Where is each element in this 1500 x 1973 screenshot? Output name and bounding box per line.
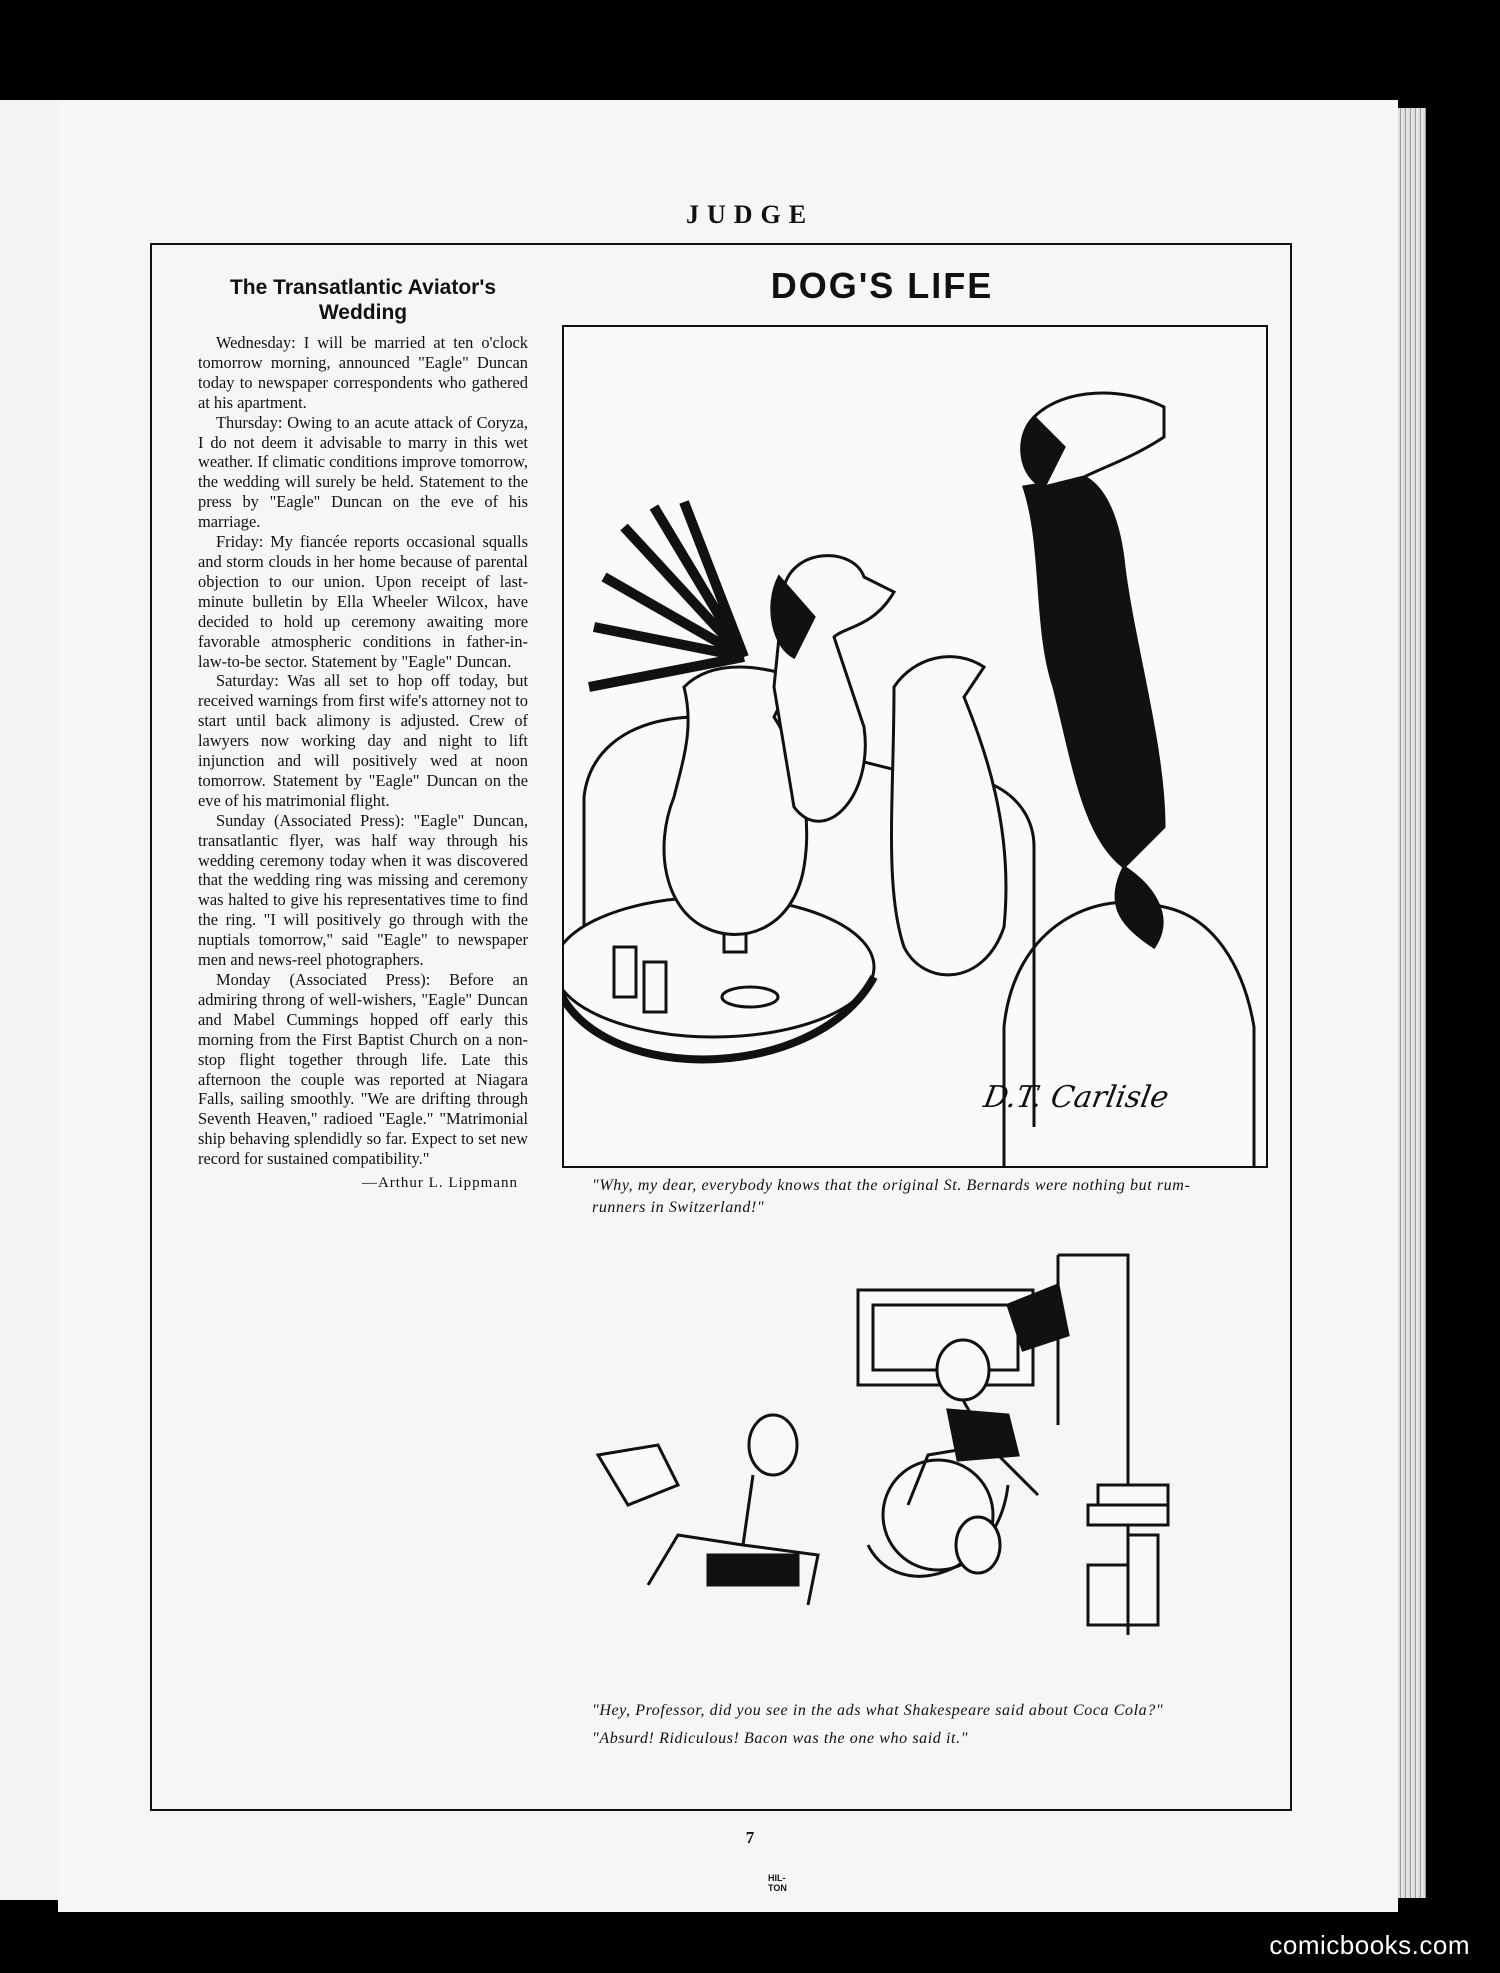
book-stack (1098, 1485, 1168, 1505)
page-number: 7 (745, 1828, 755, 1847)
caption-line-question: "Hey, Professor, did you see in the ads what Shakespeare said about Coca Cola?" (592, 1702, 1164, 1719)
professor-head (937, 1340, 989, 1400)
wastebasket (1088, 1565, 1128, 1625)
running-head: JUDGE (685, 200, 815, 229)
book-stack (1088, 1505, 1168, 1525)
st-bernard-body (1024, 477, 1164, 867)
caption-line-answer: "Absurd! Ridiculous! Bacon was the one who said it." (592, 1730, 969, 1747)
article-paragraph-wednesday: Wednesday: I will be married at ten o'clock tomorrow morning, announced "Eagle" Duncan today to newspaper correspondents who gathered at his apartment. (198, 333, 528, 412)
glass (644, 962, 666, 1012)
professor-cartoon-panel (568, 1245, 1428, 1645)
article-paragraph-thursday: Thursday: Owing to an acute attack of Coryza, I do not deem it advisable to marry in this wet weather. If climatic conditions improve tomorrow, the wedding will surely be held. Statement to the press by "Eagle" Duncan on the eve of his marriage. (198, 412, 528, 532)
article-paragraph-friday: Friday: My fiancée reports occasional squalls and storm clouds in her home because of parental objection to our union. Upon receipt of last-minute bulletin by Ella Wheeler Wilcox, have decided to hold up ceremony awaiting more favorable atmospheric conditions in father-in-law-to-be sector. Statement by "Eagle" Duncan. (198, 532, 528, 671)
st-bernard-tail (1116, 867, 1162, 947)
article-title: The Transatlantic Aviator's Wedding (229, 276, 497, 324)
book-stack (1128, 1535, 1158, 1625)
glass (614, 947, 636, 997)
shakespeare-bust (956, 1517, 1000, 1573)
palm-fronds (589, 502, 744, 687)
dogs-illustration (564, 327, 1266, 1166)
dogs-cartoon-panel (562, 325, 1268, 1168)
site-watermark: comicbooks.com (1269, 1930, 1470, 1960)
professor-coat (948, 1410, 1018, 1460)
article-column (198, 275, 528, 1192)
article-byline: —Arthur L. Lippmann (361, 1175, 518, 1192)
artist-signature: D.T. Carlisle (980, 1080, 1172, 1115)
article-paragraph-saturday: Saturday: Was all set to hop off today, but received warnings from first wife's attorney not to start until back alimony is adjusted. Crew of lawyers now working day and night to lift injunction and will positively wed at noon tomorrow. Statement by "Eagle" Duncan on the eve of his matrimonial flight. (198, 671, 528, 810)
article-paragraph-sunday: Sunday (Associated Press): "Eagle" Duncan, transatlantic flyer, was half way through his wedding ceremony today when it was discovered that the wedding ring was missing and ceremony was halted to give his representatives time to find the ring. "I will positively go through with the nuptials tomorrow," said "Eagle" to newspaper men and news-reel photographers. (198, 810, 528, 970)
cartoon1-caption: "Why, my dear, everybody knows that the original St. Bernards were nothing but rum-runners in Switzerland!" (592, 1177, 1191, 1216)
cartoon-title: DOG'S LIFE (770, 265, 994, 306)
greyhound-right (892, 657, 1006, 975)
professor-illustration (568, 1245, 1428, 1645)
cartoon2-caption (592, 1700, 1232, 1756)
boy-head (749, 1415, 797, 1475)
book-held (598, 1445, 678, 1505)
facing-page-edge (0, 100, 58, 1900)
page-frame (150, 243, 1292, 1893)
armchair (1004, 902, 1254, 1166)
article-paragraph-monday: Monday (Associated Press): Before an admiring throng of well-wishers, "Eagle" Duncan and Mabel Cummings hopped off early this morning from the First Baptist Church on a non-stop flight together through life. Late this afternoon the couple was reported at Niagara Falls, sailing smoothly. "We are drifting through Seventh Heaven," radioed "Eagle." "Matrimonial ship behaving splendidly so far. Expect to set new record for sustained compatibility." (198, 970, 528, 1169)
footstool (708, 1555, 798, 1585)
cartoon2-artist-mark: HIL- TON (768, 1873, 787, 1893)
